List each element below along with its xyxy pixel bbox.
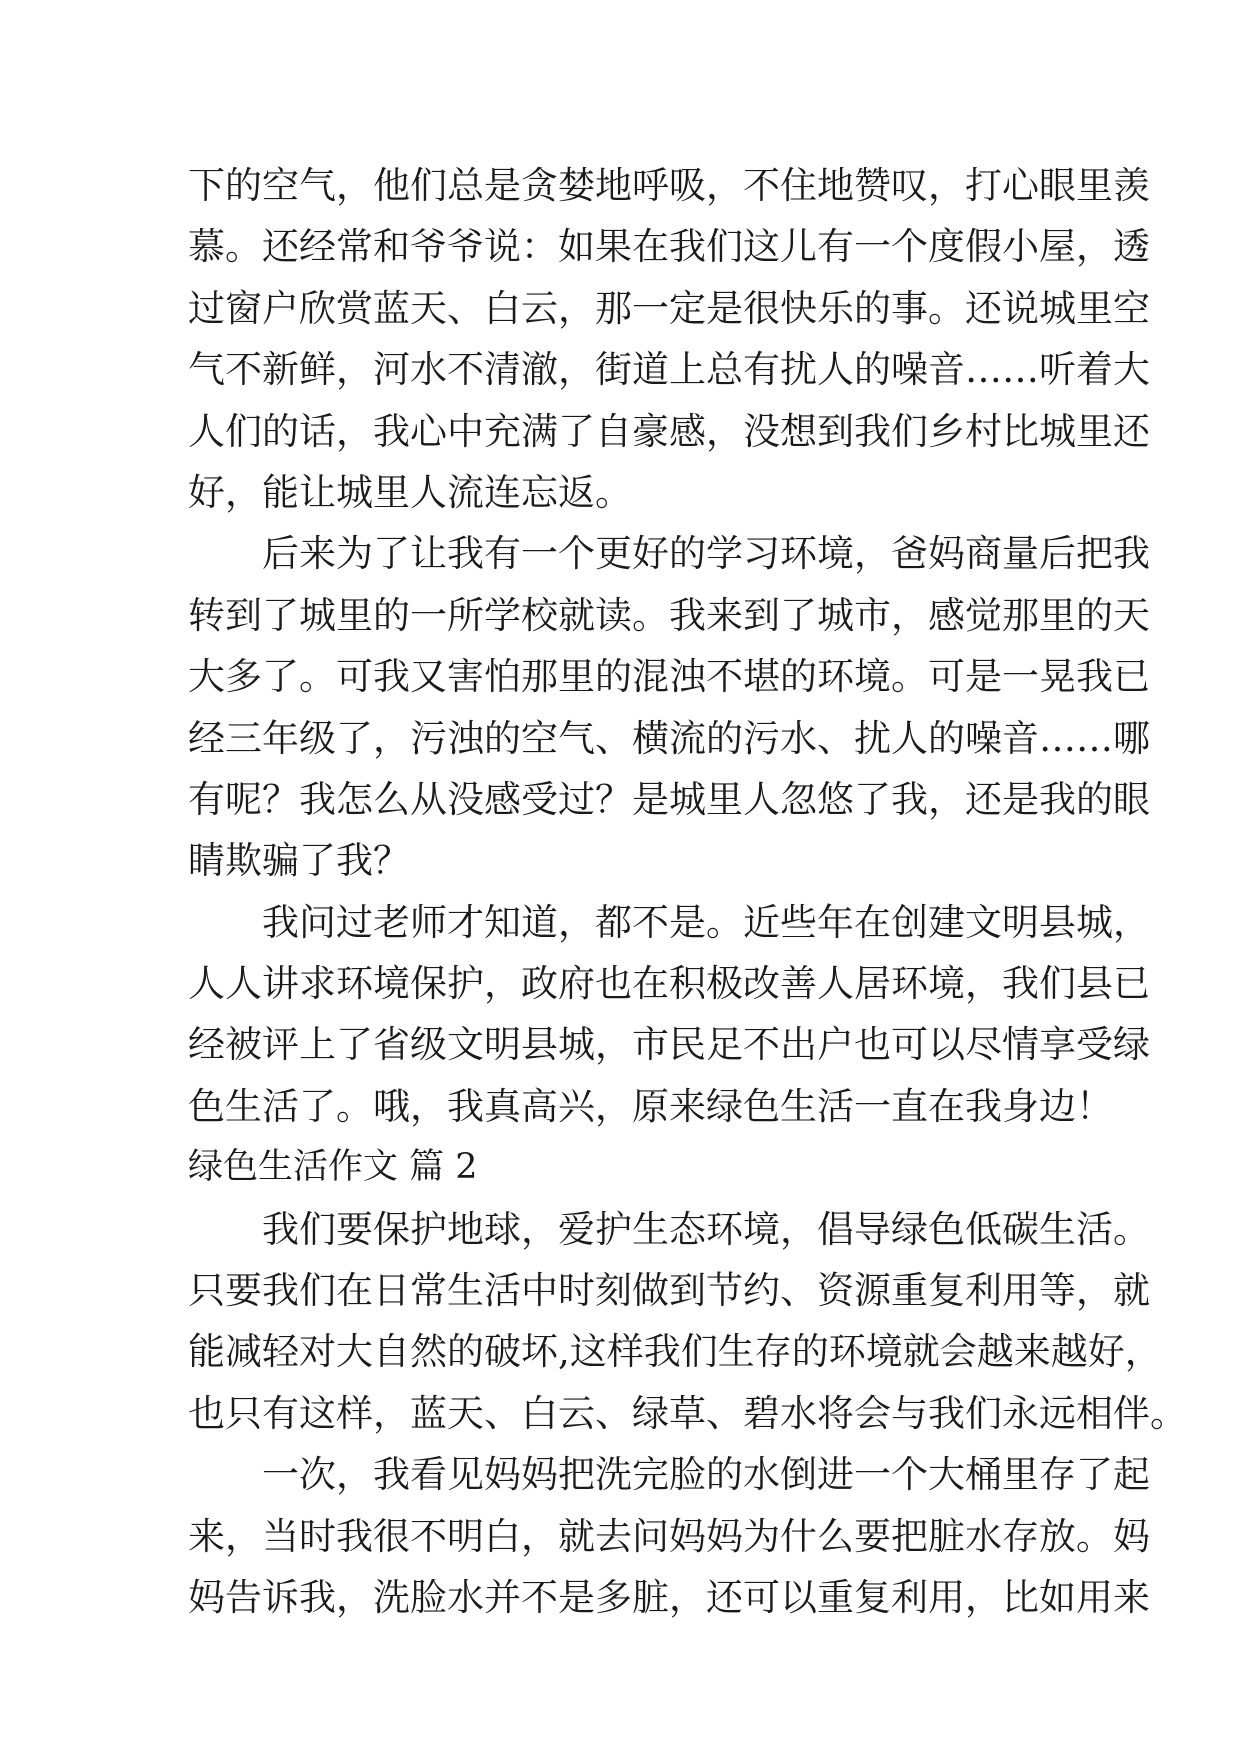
paragraph-line: 气不新鲜，河水不清澈，街道上总有扰人的噪音……听着大 — [188, 348, 1150, 392]
paragraph-line: 过窗户欣赏蓝天、白云，那一定是很快乐的事。还说城里空 — [188, 286, 1150, 330]
essay-body — [188, 155, 1187, 1628]
paragraph-line: 妈告诉我，洗脸水并不是多脏，还可以重复利用，比如用来 — [188, 1575, 1150, 1619]
paragraph-line: 人人讲求环境保护，政府也在积极改善人居环境，我们县已 — [188, 962, 1150, 1006]
paragraph-line: 我们要保护地球，爱护生态环境，倡导绿色低碳生活。 — [262, 1207, 1150, 1251]
paragraph-line: 大多了。可我又害怕那里的混浊不堪的环境。可是一晃我已 — [188, 655, 1150, 699]
paragraph-2 — [188, 523, 1150, 891]
paragraph-line: 转到了城里的一所学校就读。我来到了城市，感觉那里的天 — [188, 593, 1150, 637]
paragraph-4 — [188, 1199, 1187, 1445]
paragraph-line: 我问过老师才知道，都不是。近些年在创建文明县城， — [262, 900, 1150, 944]
paragraph-3 — [188, 892, 1150, 1138]
paragraph-line: 经被评上了省级文明县城，市民足不出户也可以尽情享受绿 — [188, 1023, 1150, 1067]
paragraph-line: 一次，我看见妈妈把洗完脸的水倒进一个大桶里存了起 — [262, 1453, 1150, 1497]
paragraph-line: 慕。还经常和爷爷说：如果在我们这儿有一个度假小屋，透 — [188, 225, 1150, 269]
section-heading: 绿色生活作文 篇 2 — [188, 1147, 478, 1188]
paragraph-line: 也只有这样，蓝天、白云、绿草、碧水将会与我们永远相伴。 — [188, 1391, 1187, 1435]
paragraph-5 — [188, 1444, 1150, 1628]
paragraph-line: 色生活了。哦，我真高兴，原来绿色生活一直在我身边！ — [188, 1084, 1113, 1128]
paragraph-line: 只要我们在日常生活中时刻做到节约、资源重复利用等，就 — [188, 1269, 1150, 1313]
paragraph-line: 经三年级了，污浊的空气、横流的污水、扰人的噪音……哪 — [188, 716, 1150, 760]
paragraph-line: 来，当时我很不明白，就去问妈妈为什么要把脏水存放。妈 — [188, 1514, 1150, 1558]
paragraph-1 — [188, 155, 1150, 523]
paragraph-line: 能减轻对大自然的破坏,这样我们生存的环境就会越来越好， — [188, 1330, 1162, 1374]
paragraph-line: 有呢？我怎么从没感受过？是城里人忽悠了我，还是我的眼 — [188, 777, 1150, 821]
paragraph-line: 好，能让城里人流连忘返。 — [188, 470, 632, 514]
paragraph-line: 后来为了让我有一个更好的学习环境，爸妈商量后把我 — [262, 532, 1150, 576]
paragraph-line: 睛欺骗了我？ — [188, 839, 410, 883]
paragraph-line: 下的空气，他们总是贪婪地呼吸，不住地赞叹，打心眼里羡 — [188, 164, 1150, 207]
paragraph-line: 人们的话，我心中充满了自豪感，没想到我们乡村比城里还 — [188, 409, 1150, 453]
